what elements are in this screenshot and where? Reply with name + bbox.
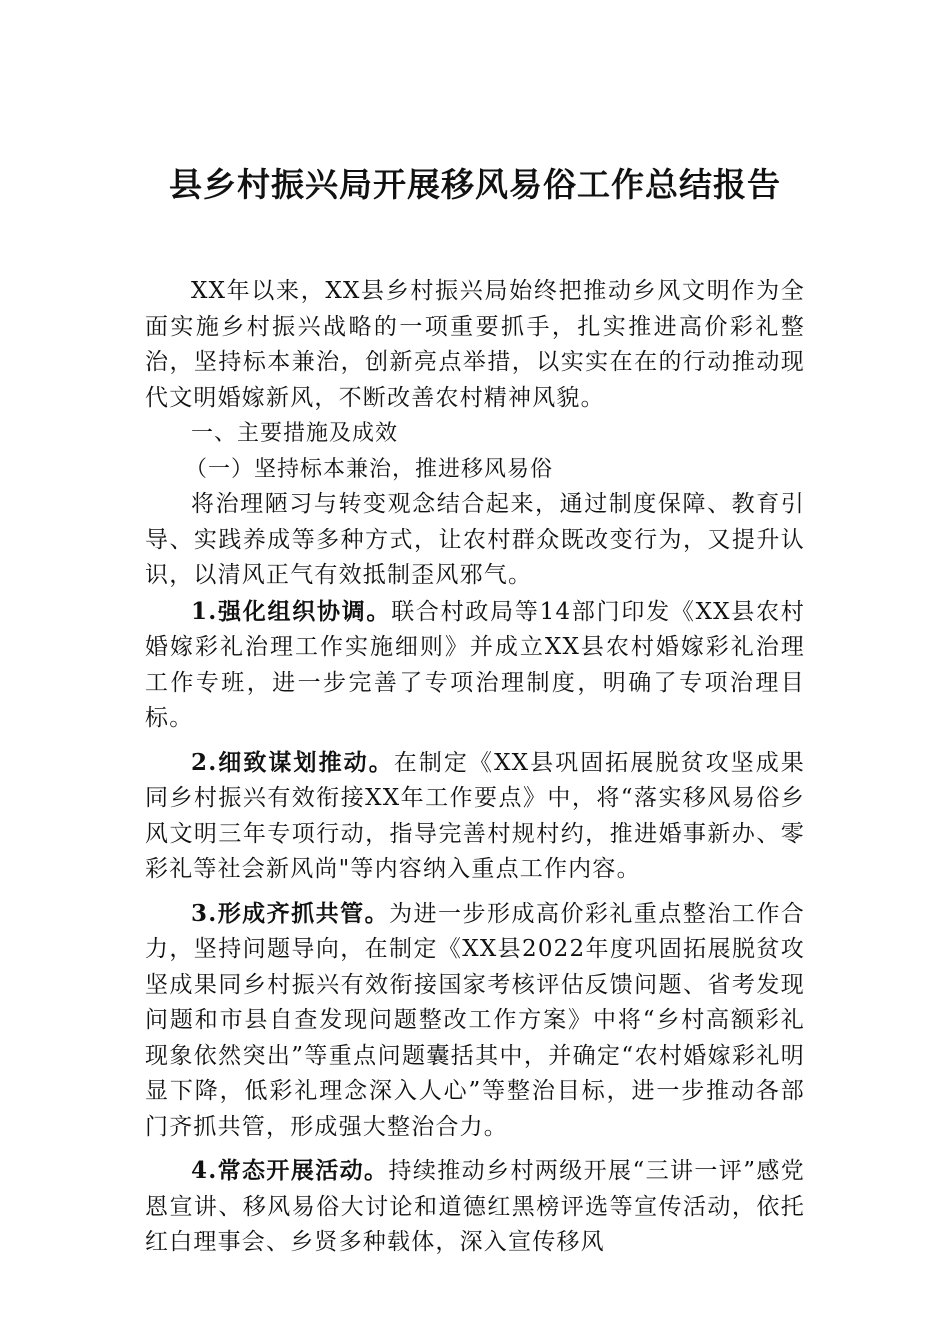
section-heading-main-measures: 一、主要措施及成效 — [191, 421, 399, 446]
item-2-paragraph — [145, 745, 805, 888]
subsection-1-paragraph: 将治理陋习与转变观念结合起来，通过制度保障、教育引导、实践养成等多种方式，让农村群众既改变行为，又提升认识，以清风正气有效抵制歪风邪气。 — [145, 491, 805, 588]
document-page — [145, 150, 805, 1261]
item-4-paragraph — [145, 1153, 805, 1261]
item-1-text: 联合村政局等14部门印发《XX县农村婚嫁彩礼治理工作实施细则》并成立XX县农村婚嫁彩礼治理工作专班，进一步完善了专项治理制度，明确了专项治理目标。 — [145, 598, 805, 731]
subsection-heading-1: （一）坚持标本兼治，推进移风易俗 — [185, 456, 554, 482]
item-2-text: 在制定《XX县巩固拓展脱贫攻坚成果同乡村振兴有效衔接XX年工作要点》中，将“落实移风易俗乡风文明三年专项行动，指导完善村规村约，推进婚事新办、零彩礼等社会新风尚"等内容纳入重点工作内容。 — [145, 749, 805, 882]
item-3-text: 为进一步形成高价彩礼重点整治工作合力，坚持问题导向，在制定《XX县2022年度巩固拓展脱贫攻坚成果同乡村振兴有效衔接国家考核评估反馈问题、省考发现问题和市县自查发现问题整改工作方案》中将“乡村高额彩礼现象依然突出”等重点问题囊括其中，并确定“农村婚嫁彩礼明显下降，低彩礼理念深入人心”等整治目标，进一步推动各部门齐抓共管，形成强大整治合力。 — [145, 900, 805, 1140]
item-1-paragraph — [145, 594, 805, 737]
item-4-text: 持续推动乡村两级开展“三讲一评”感党恩宣讲、移风易俗大讨论和道德红黑榜评选等宣传活动，依托红白理事会、乡贤多种载体，深入宣传移风 — [145, 1158, 805, 1255]
document-title: 县乡村振兴局开展移风易俗工作总结报告 — [169, 165, 781, 204]
item-3-lead: 3.形成齐抓共管。 — [191, 899, 390, 927]
item-4-lead: 4.常态开展活动。 — [191, 1157, 389, 1184]
intro-paragraph: XX年以来，XX县乡村振兴局始终把推动乡风文明作为全面实施乡村振兴战略的一项重要抓手，扎实推进高价彩礼整治，坚持标本兼治，创新亮点举措，以实实在在的行动推动现代文明婚嫁新风，不断改善农村精神风貌。 — [145, 278, 805, 411]
item-2-lead: 2.细致谋划推动。 — [191, 748, 394, 776]
item-3-paragraph — [145, 896, 805, 1146]
item-1-lead: 1.强化组织协调。 — [191, 597, 392, 625]
